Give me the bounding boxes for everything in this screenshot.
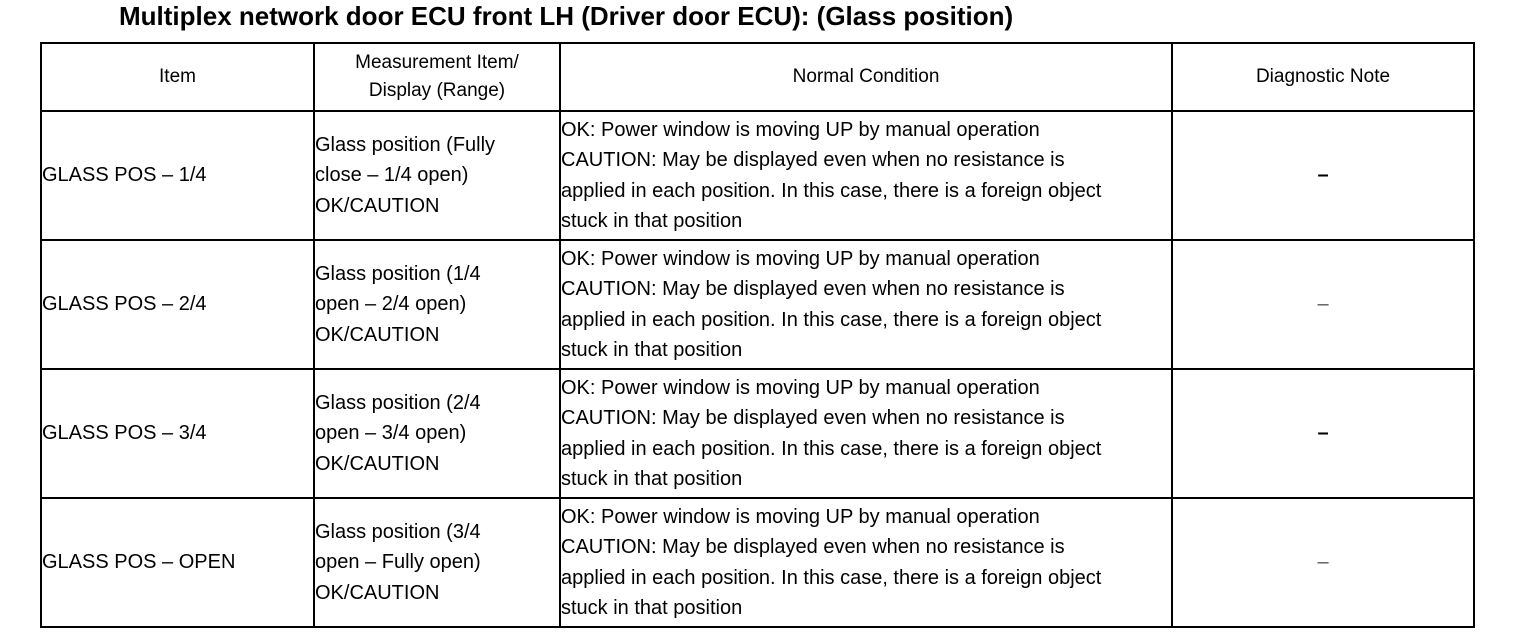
measurement-line: OK/CAUTION — [315, 194, 440, 217]
condition-line: OK: Power window is moving UP by manual operation — [561, 118, 1040, 141]
table-row — [41, 111, 1474, 240]
measurement-line: Glass position (2/4 — [315, 391, 481, 414]
condition-line: applied in each position. In this case, there is a foreign object — [561, 437, 1102, 460]
header-diagnostic-note: Diagnostic Note — [1172, 43, 1474, 111]
diagnostic-note-value: – — [1317, 551, 1329, 574]
measurement-line: OK/CAUTION — [315, 323, 440, 346]
normal-condition-cell — [560, 498, 1172, 627]
condition-line: applied in each position. In this case, there is a foreign object — [561, 308, 1102, 331]
normal-condition-cell — [560, 111, 1172, 240]
item-cell: GLASS POS – 2/4 — [41, 240, 314, 369]
header-measurement-line-1: Measurement Item/ — [355, 52, 519, 73]
table-header-row — [41, 43, 1474, 111]
page-title: Multiplex network door ECU front LH (Driver door ECU): (Glass position) — [119, 1, 1014, 31]
item-cell: GLASS POS – OPEN — [41, 498, 314, 627]
table-row — [41, 240, 1474, 369]
item-cell: GLASS POS – 1/4 — [41, 111, 314, 240]
normal-condition-cell — [560, 240, 1172, 369]
diagnostic-note-value: – — [1317, 293, 1329, 316]
measurement-line: Glass position (Fully — [315, 133, 496, 156]
measurement-line: Glass position (1/4 — [315, 262, 481, 285]
condition-line: OK: Power window is moving UP by manual operation — [561, 376, 1040, 399]
item-cell: GLASS POS – 3/4 — [41, 369, 314, 498]
header-measurement-line-2: Display (Range) — [368, 80, 506, 101]
header-item: Item — [41, 43, 314, 111]
condition-line: CAUTION: May be displayed even when no resistance is — [561, 278, 1065, 300]
diagnostic-note-cell — [1172, 498, 1474, 627]
condition-line: stuck in that position — [561, 210, 743, 232]
condition-line: OK: Power window is moving UP by manual operation — [561, 505, 1040, 528]
diagnostic-note-cell — [1172, 111, 1474, 240]
measurement-cell — [314, 240, 560, 369]
measurement-cell — [314, 498, 560, 627]
diagnostic-note-cell — [1172, 240, 1474, 369]
condition-line: stuck in that position — [561, 468, 743, 490]
condition-line: applied in each position. In this case, there is a foreign object — [561, 566, 1102, 589]
condition-line: stuck in that position — [561, 597, 743, 619]
measurement-line: OK/CAUTION — [315, 581, 440, 604]
measurement-line: open – 2/4 open) — [315, 293, 467, 316]
table-row — [41, 498, 1474, 627]
measurement-line: OK/CAUTION — [315, 452, 440, 475]
condition-line: CAUTION: May be displayed even when no resistance is — [561, 149, 1065, 171]
condition-line: applied in each position. In this case, there is a foreign object — [561, 179, 1102, 202]
condition-line: CAUTION: May be displayed even when no resistance is — [561, 536, 1065, 558]
normal-condition-cell — [560, 369, 1172, 498]
measurement-line: open – 3/4 open) — [315, 422, 467, 445]
diagnostic-note-cell — [1172, 369, 1474, 498]
measurement-cell — [314, 369, 560, 498]
measurement-cell — [314, 111, 560, 240]
ecu-data-table — [40, 42, 1475, 628]
diagnostic-note-value: – — [1317, 422, 1329, 445]
measurement-line: close – 1/4 open) — [315, 164, 469, 187]
measurement-line: open – Fully open) — [315, 551, 481, 574]
measurement-line: Glass position (3/4 — [315, 520, 481, 543]
diagnostic-note-value: – — [1317, 164, 1329, 187]
condition-line: CAUTION: May be displayed even when no resistance is — [561, 407, 1065, 429]
header-normal-condition: Normal Condition — [560, 43, 1172, 111]
table-row — [41, 369, 1474, 498]
condition-line: stuck in that position — [561, 339, 743, 361]
header-measurement-item — [314, 43, 560, 111]
condition-line: OK: Power window is moving UP by manual operation — [561, 247, 1040, 270]
